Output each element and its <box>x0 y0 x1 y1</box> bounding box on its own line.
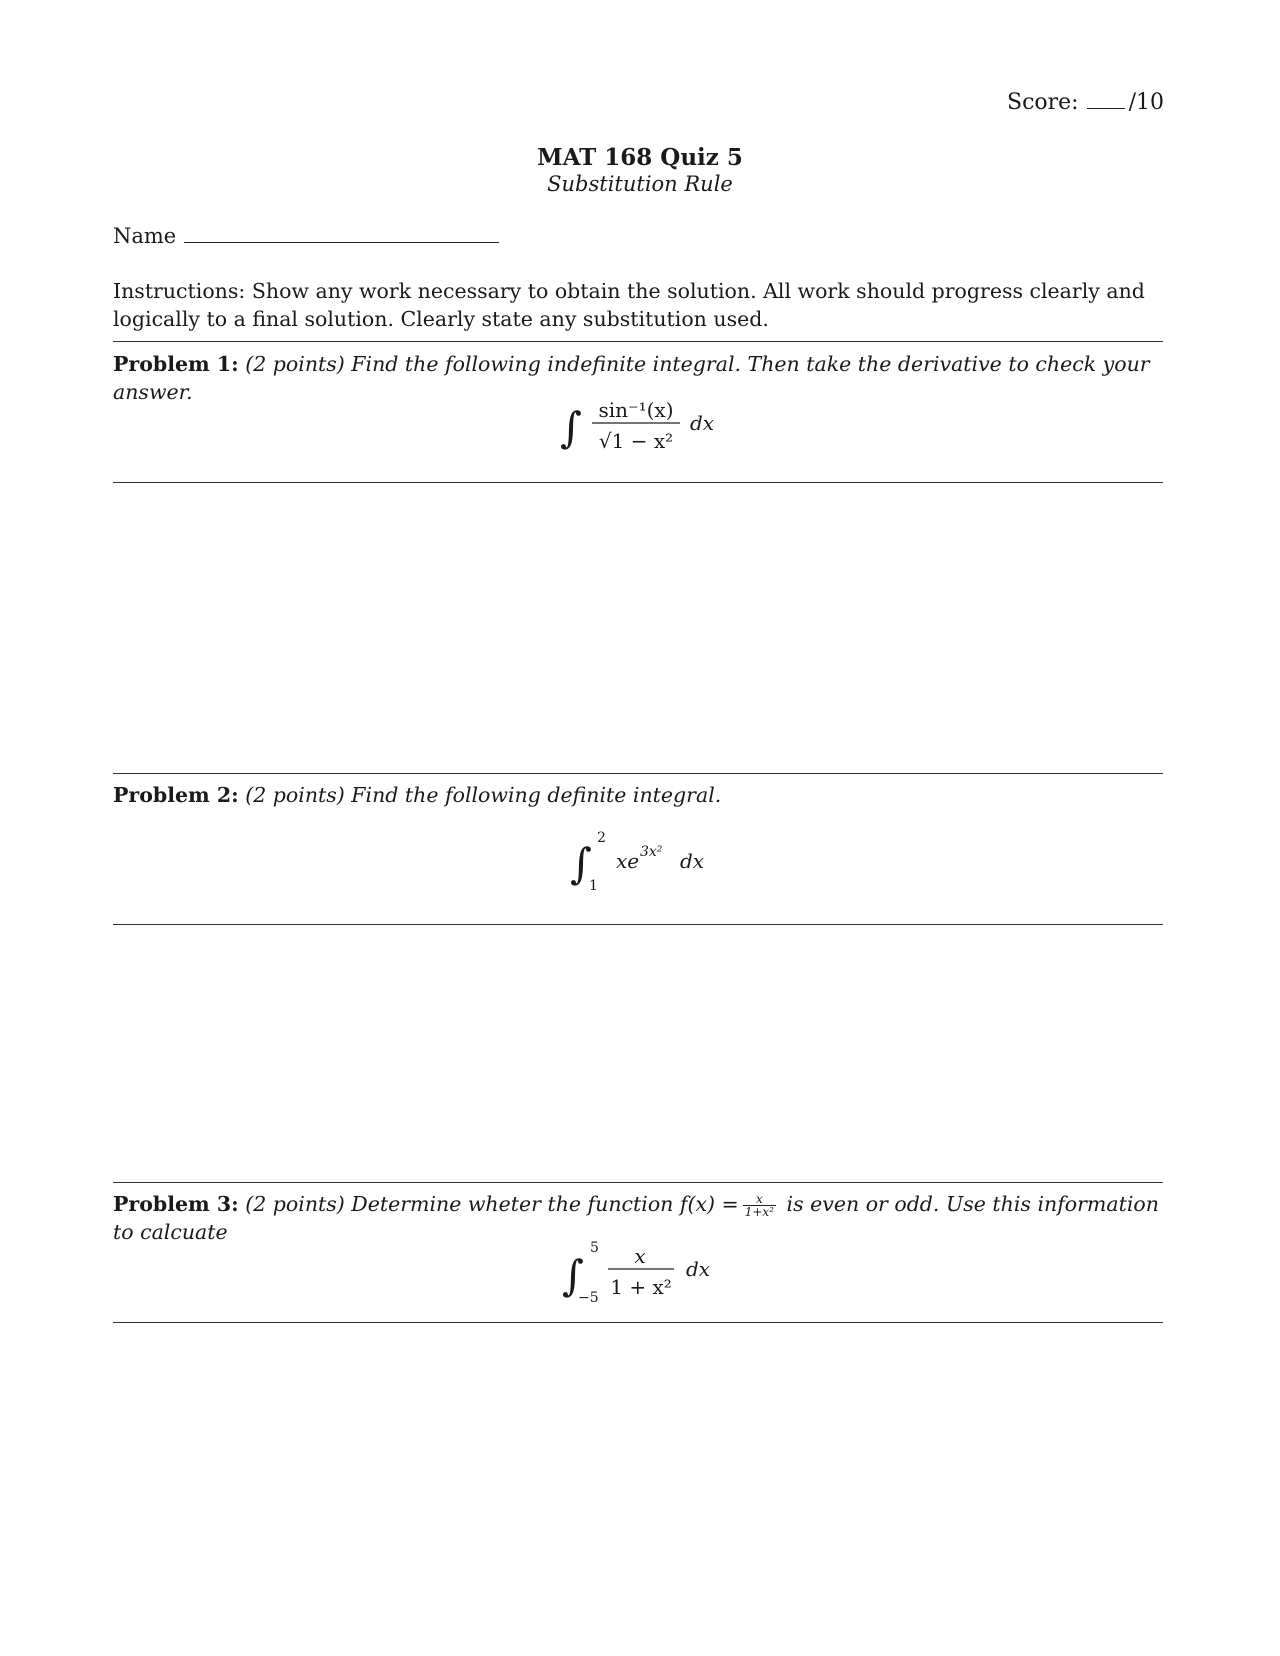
integrand-denominator: 1 + x² <box>610 1275 672 1299</box>
lower-limit: −5 <box>578 1290 599 1306</box>
integrand-numerator: sin⁻¹(x) <box>598 398 674 422</box>
integrand-denominator: √1 − x² <box>598 429 674 453</box>
lower-limit: 1 <box>589 878 598 894</box>
score-label: Score: <box>1007 90 1079 115</box>
differential: dx <box>680 849 705 873</box>
divider <box>113 773 1163 774</box>
divider <box>113 1322 1163 1323</box>
problem-2-statement <box>113 781 1163 809</box>
upper-limit: 2 <box>597 830 606 846</box>
instructions: Instructions: Show any work necessary to obtain the solution. All work should progress clearly and logically to a final solution. Clearly state any substitution used. <box>113 279 1145 331</box>
problem-3-text-before: (2 points) Determine wheter the function f(x) = <box>245 1192 739 1216</box>
integral-sign: ∫ <box>570 839 592 888</box>
integral-sign: ∫ <box>562 1251 584 1300</box>
divider <box>113 341 1163 342</box>
integrand: xe <box>616 849 640 873</box>
name-field <box>113 224 499 248</box>
score-blank[interactable] <box>1087 92 1125 109</box>
quiz-title: MAT 168 Quiz 5 <box>537 144 743 171</box>
exponent: 3x² <box>640 844 663 860</box>
problem-3-integral <box>560 1236 740 1308</box>
problem-3-text-after: is even or odd. Use this information to calcuate <box>113 1192 1159 1244</box>
integrand-numerator: x <box>634 1244 646 1268</box>
divider <box>113 1182 1163 1183</box>
integral-sign: ∫ <box>560 403 582 452</box>
problem-3-label: Problem 3: <box>113 1192 239 1216</box>
upper-limit: 5 <box>590 1240 599 1256</box>
divider <box>113 924 1163 925</box>
name-blank-line[interactable] <box>184 224 499 243</box>
problem-1-integral <box>560 392 730 464</box>
inline-fraction-numerator: x <box>743 1193 776 1206</box>
problem-2-integral <box>570 826 730 896</box>
inline-fraction <box>743 1193 776 1218</box>
quiz-subtitle: Substitution Rule <box>547 172 733 196</box>
differential: dx <box>686 1257 711 1281</box>
problem-1-label: Problem 1: <box>113 352 239 376</box>
problem-2-label: Problem 2: <box>113 783 239 807</box>
score-field <box>1007 90 1164 115</box>
differential: dx <box>690 411 715 435</box>
problem-2-text: (2 points) Find the following definite integral. <box>245 783 722 807</box>
name-label: Name <box>113 224 177 248</box>
inline-fraction-denominator: 1+x² <box>744 1205 774 1219</box>
divider <box>113 482 1163 483</box>
score-total: /10 <box>1128 90 1164 115</box>
problem-1-text: (2 points) Find the following indefinite integral. Then take the derivative to check your answer. <box>113 352 1150 404</box>
